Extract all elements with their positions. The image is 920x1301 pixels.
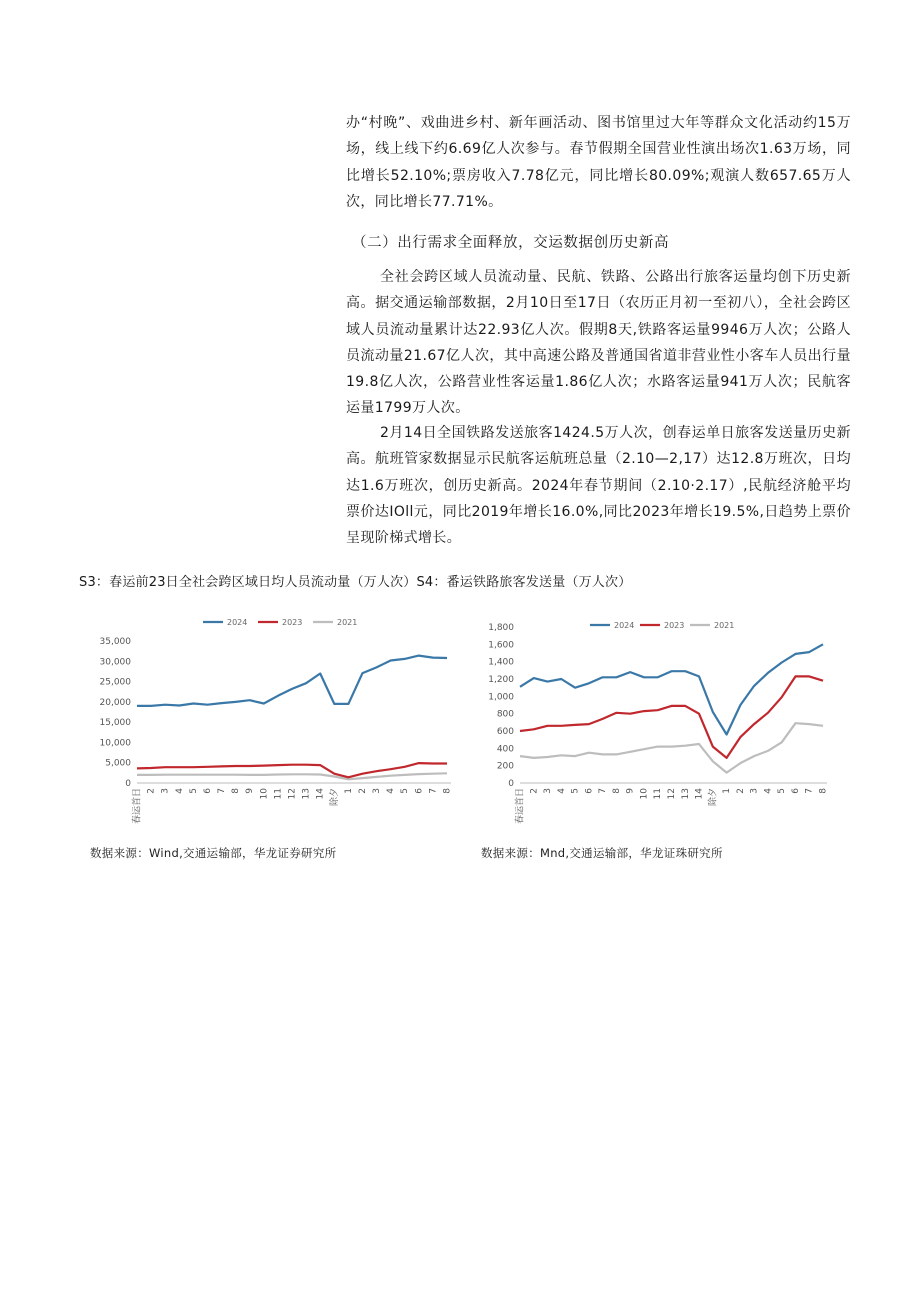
x-tick-label: 5 bbox=[400, 788, 411, 794]
x-tick-label: 14 bbox=[694, 788, 705, 800]
x-tick-label: 2 bbox=[146, 788, 157, 794]
y-tick-label: 25,000 bbox=[99, 677, 131, 688]
chart-s4-svg bbox=[478, 612, 848, 830]
figure-captions bbox=[79, 571, 631, 590]
legend-label-2023: 2023 bbox=[282, 618, 303, 627]
y-tick-label: 200 bbox=[496, 761, 514, 772]
x-tick-label: 9 bbox=[245, 788, 256, 794]
x-tick-label: 5 bbox=[570, 788, 581, 794]
x-tick-label: 10 bbox=[259, 788, 270, 800]
x-tick-label: 除夕 bbox=[329, 788, 340, 807]
x-tick-label: 2 bbox=[357, 788, 368, 794]
section-heading: （二）出行需求全面释放，交运数据创历史新高 bbox=[352, 235, 670, 251]
x-tick-label: 2 bbox=[529, 788, 540, 794]
x-tick-label: 春运首日 bbox=[132, 788, 143, 825]
x-tick-label: 12 bbox=[287, 788, 298, 800]
x-tick-label: 7 bbox=[217, 788, 228, 794]
x-tick-label: 8 bbox=[818, 788, 829, 794]
y-tick-label: 15,000 bbox=[99, 718, 131, 729]
x-tick-label: 3 bbox=[160, 788, 171, 794]
x-tick-label: 6 bbox=[202, 788, 213, 794]
y-tick-label: 1,000 bbox=[488, 692, 514, 703]
x-tick-label: 1 bbox=[343, 788, 354, 794]
x-tick-label: 7 bbox=[804, 788, 815, 794]
y-tick-label: 400 bbox=[496, 744, 514, 755]
y-tick-label: 1,200 bbox=[488, 675, 514, 685]
legend-label-2024: 2024 bbox=[227, 618, 248, 627]
x-tick-label: 12 bbox=[667, 788, 677, 800]
source-left: 数据来源：Wind,交通运输部，华龙证券研究所 bbox=[90, 846, 337, 860]
y-tick-label: 1,400 bbox=[488, 657, 514, 668]
y-tick-label: 35,000 bbox=[99, 637, 131, 647]
y-tick-label: 0 bbox=[125, 779, 131, 789]
x-tick-label: 8 bbox=[611, 788, 622, 794]
x-tick-label: 6 bbox=[584, 788, 595, 794]
legend-label-2021: 2021 bbox=[337, 618, 358, 627]
x-tick-label: 7 bbox=[428, 788, 439, 794]
x-tick-label: 3 bbox=[749, 788, 760, 794]
legend-label-2021: 2021 bbox=[714, 621, 735, 630]
paragraph-transport: 全社会跨区域人员流动量、民航、铁路、公路出行旅客运量均创下历史新高。据交通运输部数据，2月10日至17日（农历正月初一至初八），全社会跨区域人员流动量累计达22.93亿人次。假期8天,铁路客运量9946万人次；公路人员流动量21.67亿人次，其中高速公路及普通国省道非营业性小客车人员出行量19.8亿人次，公路营业性客运量1.86亿人次；水路客运量941万人次；民航客运量1799万人次。 bbox=[346, 269, 851, 417]
source-right: 数据来源：Mnd,交通运输部，华龙证珠研究所 bbox=[481, 846, 723, 860]
y-tick-label: 5,000 bbox=[105, 758, 131, 769]
x-tick-label: 8 bbox=[231, 788, 242, 794]
x-tick-label: 10 bbox=[639, 788, 650, 800]
series-line-2021 bbox=[520, 723, 823, 772]
x-tick-label: 4 bbox=[556, 788, 567, 794]
x-tick-label: 6 bbox=[790, 788, 801, 794]
x-tick-label: 5 bbox=[188, 788, 199, 794]
paragraph-railway-aviation: 2月14日全国铁路发送旅客1424.5万人次，创春运单日旅客发送量历史新高。航班管家数据显示民航客运航班总量（2.10—2,17）达12.8万班次，日均达1.6万班次，创历史新高。2024年春节期间（2.10·2.17）,民航经济舱平均票价达IOll元，同比2019年增长16.0%,同比2023年增长19.5%,日趋势上票价呈现阶梯式增长。 bbox=[346, 425, 851, 547]
y-tick-label: 0 bbox=[508, 779, 514, 789]
x-tick-label: 11 bbox=[653, 788, 664, 800]
series-line-2024 bbox=[520, 644, 823, 734]
x-tick-label: 11 bbox=[273, 788, 284, 800]
x-tick-label: 4 bbox=[763, 788, 774, 794]
x-tick-label: 9 bbox=[625, 788, 636, 794]
legend-label-2023: 2023 bbox=[664, 621, 685, 630]
x-tick-label: 3 bbox=[543, 788, 554, 794]
y-tick-label: 1,600 bbox=[488, 640, 514, 651]
x-tick-label: 1 bbox=[722, 788, 733, 794]
y-tick-label: 30,000 bbox=[99, 657, 131, 668]
x-tick-label: 8 bbox=[442, 788, 453, 794]
x-tick-label: 4 bbox=[386, 788, 397, 794]
x-tick-label: 2 bbox=[735, 788, 746, 794]
y-tick-label: 20,000 bbox=[99, 697, 131, 708]
x-tick-label: 13 bbox=[680, 788, 691, 800]
x-tick-label: 4 bbox=[174, 788, 185, 794]
y-tick-label: 1,800 bbox=[488, 623, 514, 633]
chart-s3 bbox=[85, 610, 465, 830]
y-tick-label: 10,000 bbox=[99, 738, 131, 749]
chart-s3-svg bbox=[85, 610, 465, 830]
y-tick-label: 800 bbox=[496, 709, 514, 720]
paragraph-culture: 办“村晚”、戏曲进乡村、新年画活动、图书馆里过大年等群众文化活动约15万场，线上线下约6.69亿人次参与。春节假期全国营业性演出场次1.63万场，同比增长52.10%;票房收入7.78亿元，同比增长80.09%;观演人数657.65万人次，同比增长77.71%。 bbox=[346, 115, 851, 210]
x-tick-label: 14 bbox=[315, 788, 326, 800]
x-tick-label: 5 bbox=[777, 788, 788, 794]
x-tick-label: 6 bbox=[414, 788, 425, 794]
x-tick-label: 13 bbox=[301, 788, 312, 800]
x-tick-label: 7 bbox=[598, 788, 609, 794]
x-tick-label: 3 bbox=[372, 788, 383, 794]
series-line-2024 bbox=[137, 656, 447, 706]
legend-label-2024: 2024 bbox=[614, 621, 635, 630]
x-tick-label: 除夕 bbox=[708, 788, 719, 807]
caption-text: S3：春运前23日全社会跨区域日均人员流动量（万人次）S4：番运铁路旅客发送量（万人次） bbox=[79, 575, 632, 590]
chart-s4 bbox=[478, 612, 848, 830]
x-tick-label: 春运首日 bbox=[515, 788, 526, 825]
y-tick-label: 600 bbox=[496, 727, 514, 737]
series-line-2021 bbox=[137, 773, 447, 779]
